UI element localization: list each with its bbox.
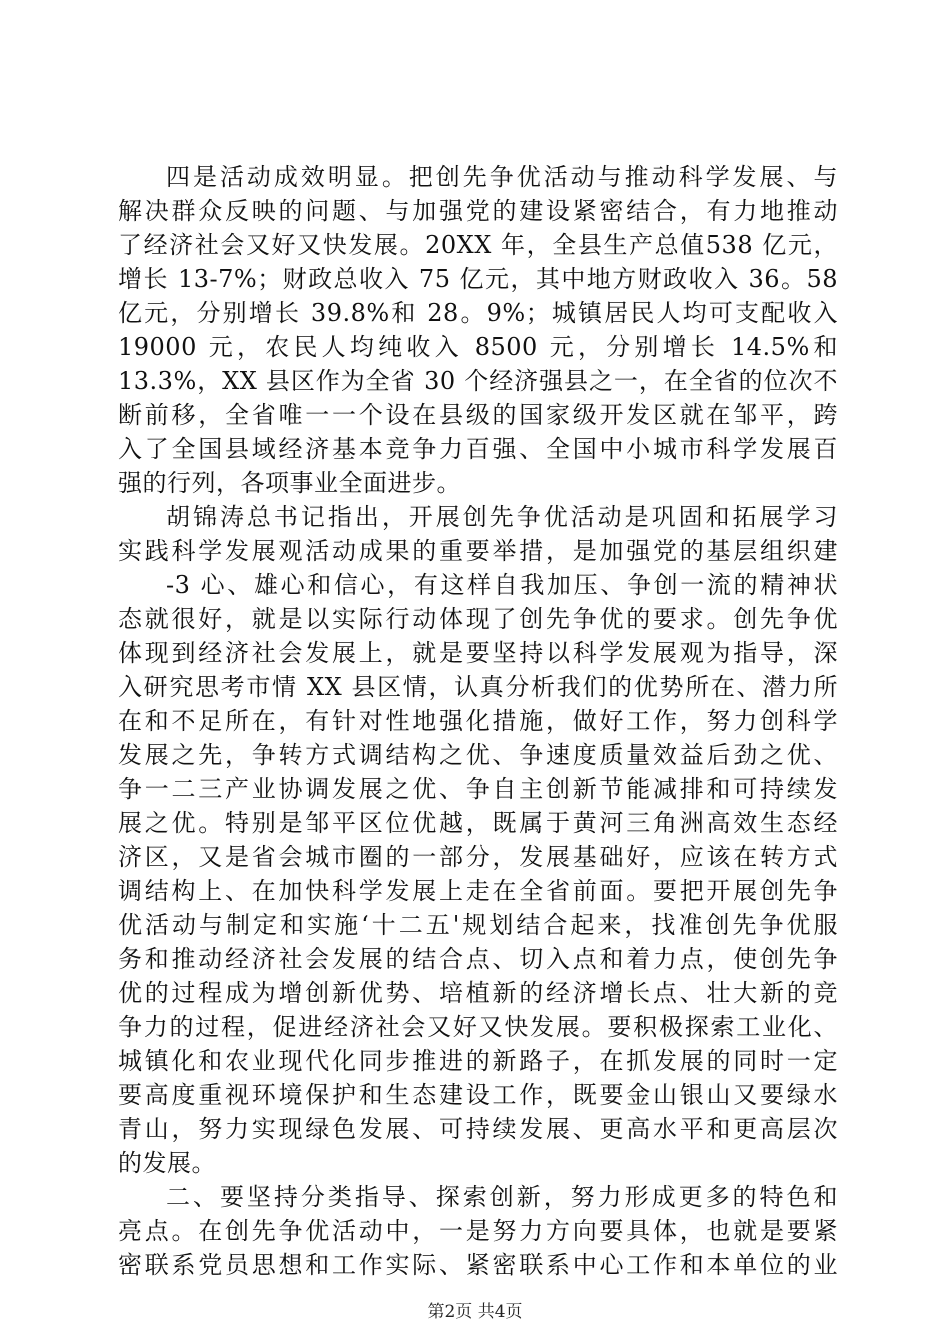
paragraph-line: 发展之先，争转方式调结构之优、争速度质量效益后劲之优、 bbox=[118, 741, 838, 769]
paragraph-line: 四是活动成效明显。把创先争优活动与推动科学发展、与 bbox=[166, 163, 838, 191]
paragraph-line: 在和不足所在，有针对性地强化措施，做好工作，努力创科学 bbox=[118, 707, 838, 735]
paragraph-line: 19000 元，农民人均纯收入 8500 元，分别增长 14.5%和 bbox=[118, 333, 838, 361]
paragraph-line: 亮点。在创先争优活动中，一是努力方向要具体，也就是要紧 bbox=[118, 1217, 838, 1245]
paragraph-line: 优活动与制定和实施‘十二五'规划结合起来，找准创先争优服 bbox=[118, 911, 838, 939]
paragraph-line: -3 心、雄心和信心，有这样自我加压、争创一流的精神状 bbox=[166, 571, 838, 599]
paragraph-line: 城镇化和农业现代化同步推进的新路子，在抓发展的同时一定 bbox=[118, 1047, 838, 1075]
paragraph-line: 了经济社会又好又快发展。20XX 年，全县生产总值538 亿元， bbox=[118, 231, 838, 259]
paragraph-line: 争一二三产业协调发展之优、争自主创新节能减排和可持续发 bbox=[118, 775, 838, 803]
paragraph-line: 的发展。 bbox=[118, 1149, 216, 1177]
paragraph-line: 务和推动经济社会发展的结合点、切入点和着力点，使创先争 bbox=[118, 945, 838, 973]
paragraph-line: 实践科学发展观活动成果的重要举措，是加强党的基层组织建 bbox=[118, 537, 838, 565]
paragraph-line: 解决群众反映的问题、与加强党的建设紧密结合，有力地推动 bbox=[118, 197, 838, 225]
paragraph-line: 密联系党员思想和工作实际、紧密联系中心工作和本单位的业 bbox=[118, 1251, 838, 1279]
paragraph-line: 展之优。特别是邹平区位优越，既属于黄河三角洲高效生态经 bbox=[118, 809, 838, 837]
paragraph-line: 胡锦涛总书记指出，开展创先争优活动是巩固和拓展学习 bbox=[166, 503, 838, 531]
paragraph-line: 争力的过程，促进经济社会又好又快发展。要积极探索工业化、 bbox=[118, 1013, 838, 1041]
paragraph-line: 入研究思考市情 XX 县区情，认真分析我们的优势所在、潜力所 bbox=[118, 673, 838, 701]
page-number-footer: 第2页 共4页 bbox=[427, 1302, 523, 1322]
paragraph-line: 态就很好，就是以实际行动体现了创先争优的要求。创先争优 bbox=[118, 605, 838, 633]
paragraph-line: 强的行列，各项事业全面进步。 bbox=[118, 469, 461, 497]
paragraph-line: 增长 13-7%；财政总收入 75 亿元，其中地方财政收入 36。58 bbox=[118, 265, 838, 293]
paragraph-line: 调结构上、在加快科学发展上走在全省前面。要把开展创先争 bbox=[118, 877, 838, 905]
paragraph-line: 入了全国县域经济基本竞争力百强、全国中小城市科学发展百 bbox=[118, 435, 838, 463]
paragraph-line: 济区，又是省会城市圈的一部分，发展基础好，应该在转方式 bbox=[118, 843, 838, 871]
paragraph-line: 青山，努力实现绿色发展、可持续发展、更高水平和更高层次 bbox=[118, 1115, 838, 1143]
paragraph-line: 二、要坚持分类指导、探索创新，努力形成更多的特色和 bbox=[166, 1183, 838, 1211]
paragraph-line: 亿元，分别增长 39.8%和 28。9%；城镇居民人均可支配收入 bbox=[118, 299, 838, 327]
paragraph-line: 断前移，全省唯一一个设在县级的国家级开发区就在邹平，跨 bbox=[118, 401, 838, 429]
paragraph-line: 要高度重视环境保护和生态建设工作，既要金山银山又要绿水 bbox=[118, 1081, 838, 1109]
paragraph-line: 13.3%，XX 县区作为全省 30 个经济强县之一，在全省的位次不 bbox=[118, 367, 838, 395]
paragraph-line: 优的过程成为增创新优势、培植新的经济增长点、壮大新的竞 bbox=[118, 979, 838, 1007]
paragraph-line: 体现到经济社会发展上，就是要坚持以科学发展观为指导，深 bbox=[118, 639, 838, 667]
